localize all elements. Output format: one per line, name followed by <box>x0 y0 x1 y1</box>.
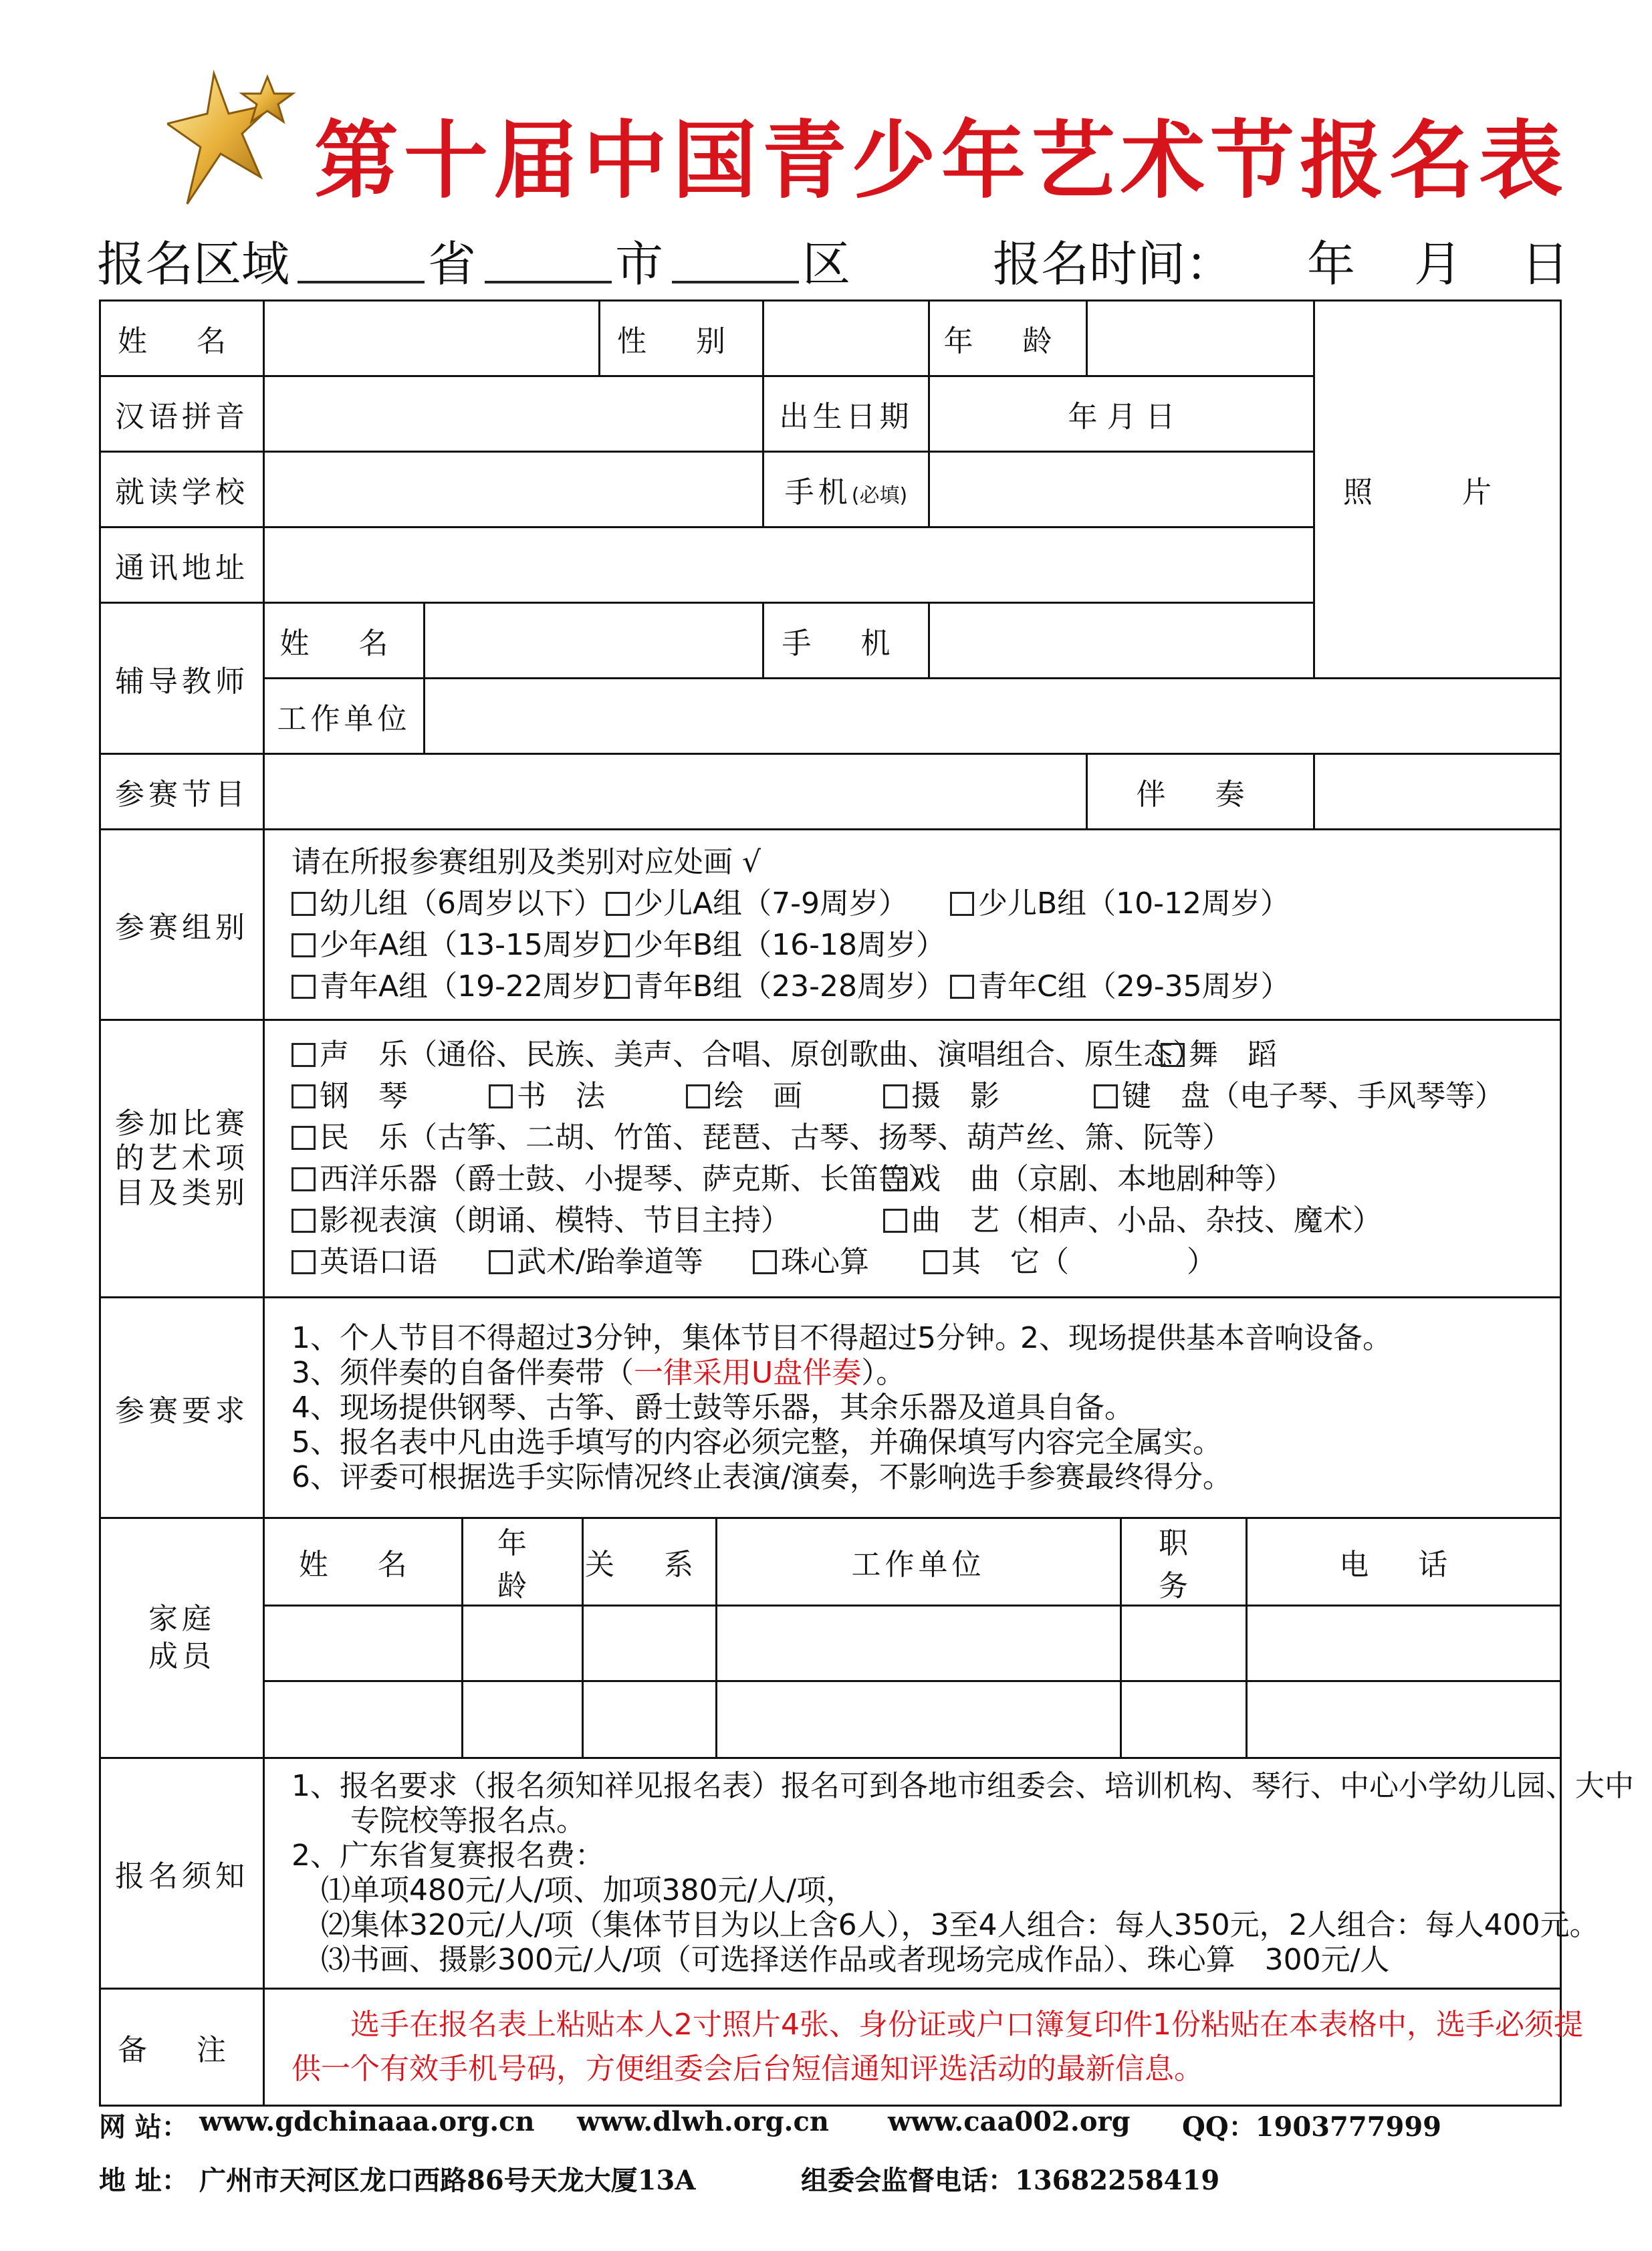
address-label: 地 址： <box>99 2165 189 2196</box>
work-unit-label: 工作单位 <box>264 679 425 754</box>
region-label: 报名区域 <box>97 236 290 292</box>
accompany-field[interactable] <box>1314 754 1561 830</box>
pinyin-label: 汉语拼音 <box>100 376 264 452</box>
family-cell[interactable] <box>462 1681 582 1757</box>
categories-content <box>264 1020 1561 1298</box>
supervise-phone: 组委会监督电话：13682258419 <box>801 2165 1220 2196</box>
family-cell[interactable] <box>265 1681 462 1757</box>
day-label: 日 <box>1521 236 1570 292</box>
phone-label: 手机(必填) <box>763 452 929 527</box>
signup-time-label: 报名时间： <box>993 236 1234 292</box>
requirements-content: 1、个人节目不得超过3分钟，集体节目不得超过5分钟。2、现场提供基本音响设备。 3、须伴奏的自备伴奏带（一律采用U盘伴奏）。 4、现场提供钢琴、古筝、爵士鼓等乐器，其余乐器及道具自备。 5、报名表中凡由选手填写的内容必须完整，并确保填写内容完全属实。 6、评委可根据选手实际情况终止表演/演奏，不影响选手参赛最终得分。 <box>264 1298 1561 1518</box>
checkbox[interactable] <box>291 1043 316 1067</box>
family-cell[interactable] <box>716 1606 1120 1681</box>
city-label: 市 <box>615 236 664 292</box>
address-field[interactable] <box>264 527 1314 603</box>
groups-content <box>264 830 1561 1020</box>
notice-content: 1、报名要求（报名须知祥见报名表）报名可到各地市组委会、培训机构、琴行、中心小学幼儿园、大中 专院校等报名点。 2、广东省复赛报名费： ⑴单项480元/人/项、加项380元/人/项， ⑵集体320元/人/项（集体节目为以上含6人），3至4人组合：每人350元，2人组合：每人400元。 ⑶书画、摄影300元/人/项（可选择送作品或者现场完成作品）、珠心算 300元/人 <box>264 1758 1561 1988</box>
remark-content: 选手在报名表上粘贴本人2寸照片4张、身份证或户口簿复印件1份粘贴在本表格中，选手必须提 供一个有效手机号码，方便组委会后台短信通知评选活动的最新信息。 <box>264 1988 1561 2105</box>
gold-star-icon <box>167 67 308 214</box>
family-row <box>265 1606 1560 1681</box>
province-blank[interactable] <box>298 281 425 283</box>
category-row: 钢 琴 书 法 绘 画 摄 影 键 盘（电子琴、手风琴等） <box>291 1076 1560 1117</box>
birth-label: 出生日期 <box>763 376 929 452</box>
program-label: 参赛节目 <box>100 754 264 830</box>
family-cell[interactable] <box>1246 1681 1560 1757</box>
footer-websites <box>99 2106 1570 2146</box>
groups-row: 幼儿组（6周岁以下） 少儿A组（7-9周岁） 少儿B组（10-12周岁） <box>291 883 1560 925</box>
form-title: 第十届中国青少年艺术节报名表 <box>314 111 1568 210</box>
family-cell[interactable] <box>1120 1681 1246 1757</box>
checkbox[interactable] <box>753 1250 777 1274</box>
teacher-name-label: 姓 名 <box>264 603 425 679</box>
category-row: 英语口语 武术/跆拳道等 珠心算 其 它（ ） <box>291 1241 1560 1283</box>
teacher-phone-label: 手 机 <box>763 603 929 679</box>
family-header: 姓 名 <box>265 1519 462 1606</box>
age-label: 年 龄 <box>929 301 1087 376</box>
checkbox[interactable] <box>489 1084 513 1108</box>
address-text: 广州市天河区龙口西路86号天龙大厦13A <box>199 2165 696 2196</box>
teacher-phone-field[interactable] <box>929 603 1314 679</box>
website-link[interactable]: www.caa002.org <box>888 2106 1131 2137</box>
checkbox[interactable] <box>291 1126 316 1150</box>
checkbox[interactable] <box>291 1250 316 1274</box>
month-label: 月 <box>1414 236 1463 292</box>
family-cell[interactable] <box>1246 1606 1560 1681</box>
checkbox[interactable] <box>291 1209 316 1233</box>
checkbox[interactable] <box>1094 1084 1118 1108</box>
name-label: 姓 名 <box>100 301 264 376</box>
checkbox[interactable] <box>1161 1043 1185 1067</box>
website-link[interactable]: www.dlwh.org.cn <box>577 2106 829 2137</box>
checkbox[interactable] <box>883 1084 907 1108</box>
groups-row: 青年A组（19-22周岁）青年B组（23-28周岁） 青年C组（29-35周岁） <box>291 966 1560 1008</box>
family-cell[interactable] <box>582 1681 716 1757</box>
city-blank[interactable] <box>485 281 612 283</box>
checkbox[interactable] <box>950 975 974 999</box>
family-cell[interactable] <box>265 1606 462 1681</box>
category-row: 声 乐（通俗、民族、美声、合唱、原创歌曲、演唱组合、原生态）舞 蹈 <box>291 1034 1560 1076</box>
checkbox[interactable] <box>291 975 316 999</box>
checkbox[interactable] <box>291 1084 316 1108</box>
checkbox[interactable] <box>606 933 630 957</box>
province-label: 省 <box>428 236 477 292</box>
category-row: 西洋乐器（爵士鼓、小提琴、萨克斯、长笛等）戏 曲（京剧、本地剧种等） <box>291 1159 1560 1200</box>
district-label: 区 <box>802 236 851 292</box>
gender-label: 性 别 <box>600 301 763 376</box>
pinyin-field[interactable] <box>264 376 763 452</box>
school-field[interactable] <box>264 452 763 527</box>
registration-form <box>99 300 1634 2107</box>
age-field[interactable] <box>1087 301 1314 376</box>
checkbox[interactable] <box>883 1209 907 1233</box>
phone-field[interactable] <box>929 452 1314 527</box>
checkbox[interactable] <box>883 1167 907 1191</box>
accompany-label: 伴 奏 <box>1087 754 1314 830</box>
checkbox[interactable] <box>923 1250 947 1274</box>
family-header: 工作单位 <box>716 1519 1120 1606</box>
qq-number: QQ：1903777999 <box>1182 2111 1442 2143</box>
checkbox[interactable] <box>489 1250 513 1274</box>
birth-field[interactable]: 年 月 日 <box>929 376 1314 452</box>
family-header: 关 系 <box>582 1519 716 1606</box>
photo-label: 照 片 <box>1343 475 1532 509</box>
groups-instruction: 请在所报参赛组别及类别对应处画 √ <box>291 845 761 879</box>
groups-label: 参赛组别 <box>100 830 264 1020</box>
checkbox[interactable] <box>950 892 974 916</box>
footer-address <box>99 2159 1570 2200</box>
region-line <box>97 227 1570 301</box>
family-cell[interactable] <box>716 1681 1120 1757</box>
name-field[interactable] <box>264 301 600 376</box>
category-row: 影视表演（朗诵、模特、节目主持） 曲 艺（相声、小品、杂技、魔术） <box>291 1200 1560 1241</box>
notice-label: 报名须知 <box>100 1758 264 1988</box>
family-table-cell <box>264 1518 1561 1758</box>
category-row: 民 乐（古筝、二胡、竹笛、琵琶、古琴、扬琴、葫芦丝、箫、阮等） <box>291 1117 1560 1159</box>
family-cell[interactable] <box>462 1606 582 1681</box>
family-label: 家庭 成员 <box>100 1518 264 1758</box>
photo-box[interactable] <box>1314 301 1561 679</box>
categories-label: 参加比赛 的艺术项 目及类别 <box>100 1020 264 1298</box>
remark-label: 备 注 <box>100 1988 264 2105</box>
checkbox[interactable] <box>291 892 316 916</box>
address-label: 通讯地址 <box>100 527 264 603</box>
family-header: 职 务 <box>1120 1519 1246 1606</box>
family-cell[interactable] <box>1120 1606 1246 1681</box>
year-label: 年 <box>1307 236 1356 292</box>
gender-field[interactable] <box>763 301 929 376</box>
checkbox[interactable] <box>606 975 630 999</box>
family-row <box>265 1681 1560 1757</box>
family-header: 年 龄 <box>462 1519 582 1606</box>
checkbox[interactable] <box>686 1084 710 1108</box>
program-field[interactable] <box>264 754 1087 830</box>
teacher-label: 辅导教师 <box>100 603 264 754</box>
web-label: 网 站： <box>99 2111 189 2143</box>
family-table <box>265 1519 1560 1757</box>
work-unit-field[interactable] <box>425 679 1561 754</box>
teacher-name-field[interactable] <box>425 603 763 679</box>
family-header: 电 话 <box>1246 1519 1560 1606</box>
website-link[interactable]: www.gdchinaaa.org.cn <box>199 2106 535 2137</box>
checkbox[interactable] <box>291 933 316 957</box>
groups-row: 少年A组（13-15周岁）少年B组（16-18周岁） <box>291 925 1560 966</box>
school-label: 就读学校 <box>100 452 264 527</box>
district-blank[interactable] <box>672 281 799 283</box>
header <box>167 67 1571 221</box>
checkbox[interactable] <box>606 892 630 916</box>
family-cell[interactable] <box>582 1606 716 1681</box>
requirements-label: 参赛要求 <box>100 1298 264 1518</box>
checkbox[interactable] <box>291 1167 316 1191</box>
